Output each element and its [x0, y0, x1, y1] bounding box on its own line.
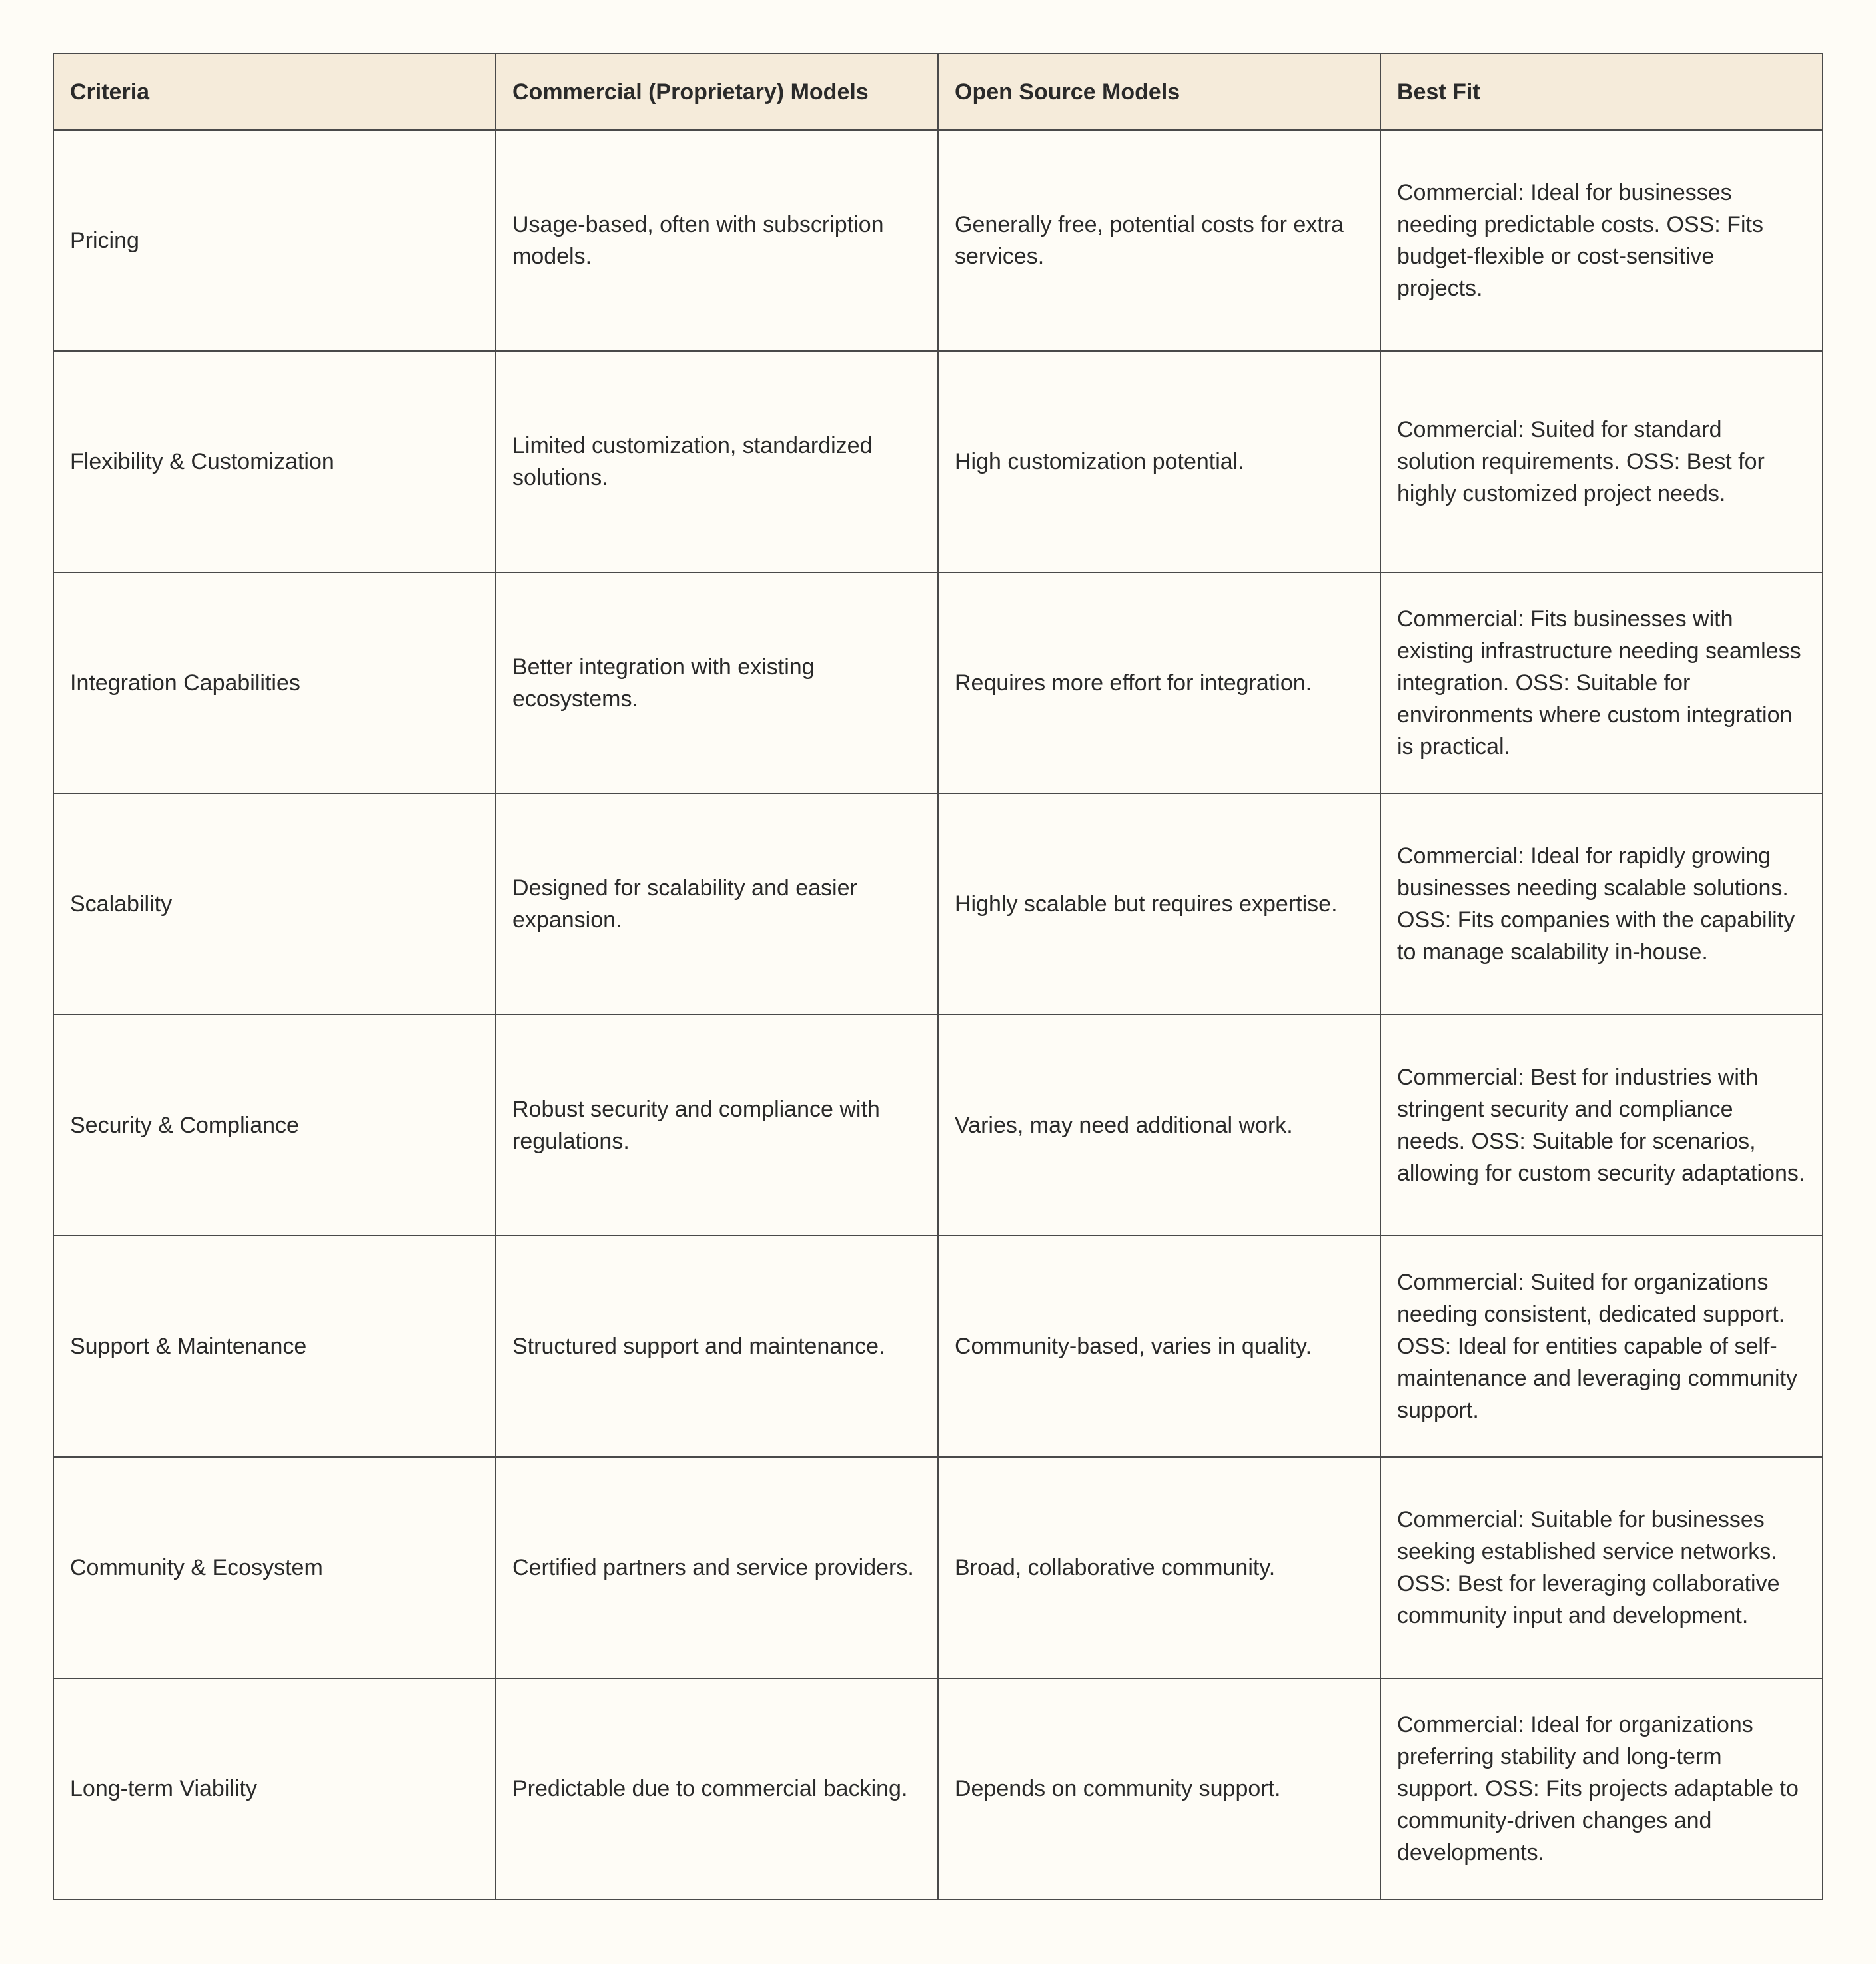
cell-commercial: Usage-based, often with subscription models. — [496, 130, 938, 351]
cell-open-source: Requires more effort for integration. — [938, 572, 1380, 793]
cell-best-fit: Commercial: Fits businesses with existing infrastructure needing seamless integration. OSS: Suitable for environments where custom integration is practical. — [1380, 572, 1823, 793]
cell-commercial: Robust security and compliance with regulations. — [496, 1015, 938, 1236]
cell-commercial: Certified partners and service providers. — [496, 1457, 938, 1678]
cell-open-source: Highly scalable but requires expertise. — [938, 793, 1380, 1015]
header-commercial: Commercial (Proprietary) Models — [496, 53, 938, 130]
table-row — [53, 351, 1823, 572]
table-body — [53, 130, 1823, 1899]
cell-criteria: Integration Capabilities — [53, 572, 496, 793]
cell-commercial: Better integration with existing ecosystems. — [496, 572, 938, 793]
cell-open-source: Varies, may need additional work. — [938, 1015, 1380, 1236]
table-row — [53, 572, 1823, 793]
header-row — [53, 53, 1823, 130]
cell-open-source: Depends on community support. — [938, 1678, 1380, 1899]
table-row — [53, 1236, 1823, 1457]
cell-open-source: Generally free, potential costs for extra services. — [938, 130, 1380, 351]
table-row — [53, 1015, 1823, 1236]
table-row — [53, 1678, 1823, 1899]
cell-open-source: Community-based, varies in quality. — [938, 1236, 1380, 1457]
cell-best-fit: Commercial: Ideal for rapidly growing businesses needing scalable solutions. OSS: Fits companies with the capability to manage scalability in-house. — [1380, 793, 1823, 1015]
cell-open-source: High customization potential. — [938, 351, 1380, 572]
table-row — [53, 793, 1823, 1015]
cell-criteria: Pricing — [53, 130, 496, 351]
cell-best-fit: Commercial: Ideal for organizations preferring stability and long-term support. OSS: Fits projects adaptable to community-driven changes and developments. — [1380, 1678, 1823, 1899]
cell-commercial: Structured support and maintenance. — [496, 1236, 938, 1457]
cell-best-fit: Commercial: Ideal for businesses needing predictable costs. OSS: Fits budget-flexible or cost-sensitive projects. — [1380, 130, 1823, 351]
cell-criteria: Security & Compliance — [53, 1015, 496, 1236]
cell-commercial: Limited customization, standardized solutions. — [496, 351, 938, 572]
cell-best-fit: Commercial: Best for industries with stringent security and compliance needs. OSS: Suitable for scenarios, allowing for custom security adaptations. — [1380, 1015, 1823, 1236]
cell-criteria: Flexibility & Customization — [53, 351, 496, 572]
table-header — [53, 53, 1823, 130]
header-best-fit: Best Fit — [1380, 53, 1823, 130]
table-row — [53, 130, 1823, 351]
cell-criteria: Community & Ecosystem — [53, 1457, 496, 1678]
header-criteria: Criteria — [53, 53, 496, 130]
cell-open-source: Broad, collaborative community. — [938, 1457, 1380, 1678]
cell-criteria: Scalability — [53, 793, 496, 1015]
cell-commercial: Predictable due to commercial backing. — [496, 1678, 938, 1899]
table-row — [53, 1457, 1823, 1678]
comparison-table — [53, 53, 1823, 1900]
comparison-table-container — [53, 53, 1823, 1900]
cell-best-fit: Commercial: Suited for standard solution requirements. OSS: Best for highly customized project needs. — [1380, 351, 1823, 572]
header-open-source: Open Source Models — [938, 53, 1380, 130]
cell-criteria: Support & Maintenance — [53, 1236, 496, 1457]
cell-commercial: Designed for scalability and easier expansion. — [496, 793, 938, 1015]
cell-best-fit: Commercial: Suited for organizations needing consistent, dedicated support. OSS: Ideal for entities capable of self-maintenance and leveraging community support. — [1380, 1236, 1823, 1457]
cell-criteria: Long-term Viability — [53, 1678, 496, 1899]
cell-best-fit: Commercial: Suitable for businesses seeking established service networks. OSS: Best for leveraging collaborative community input and development. — [1380, 1457, 1823, 1678]
